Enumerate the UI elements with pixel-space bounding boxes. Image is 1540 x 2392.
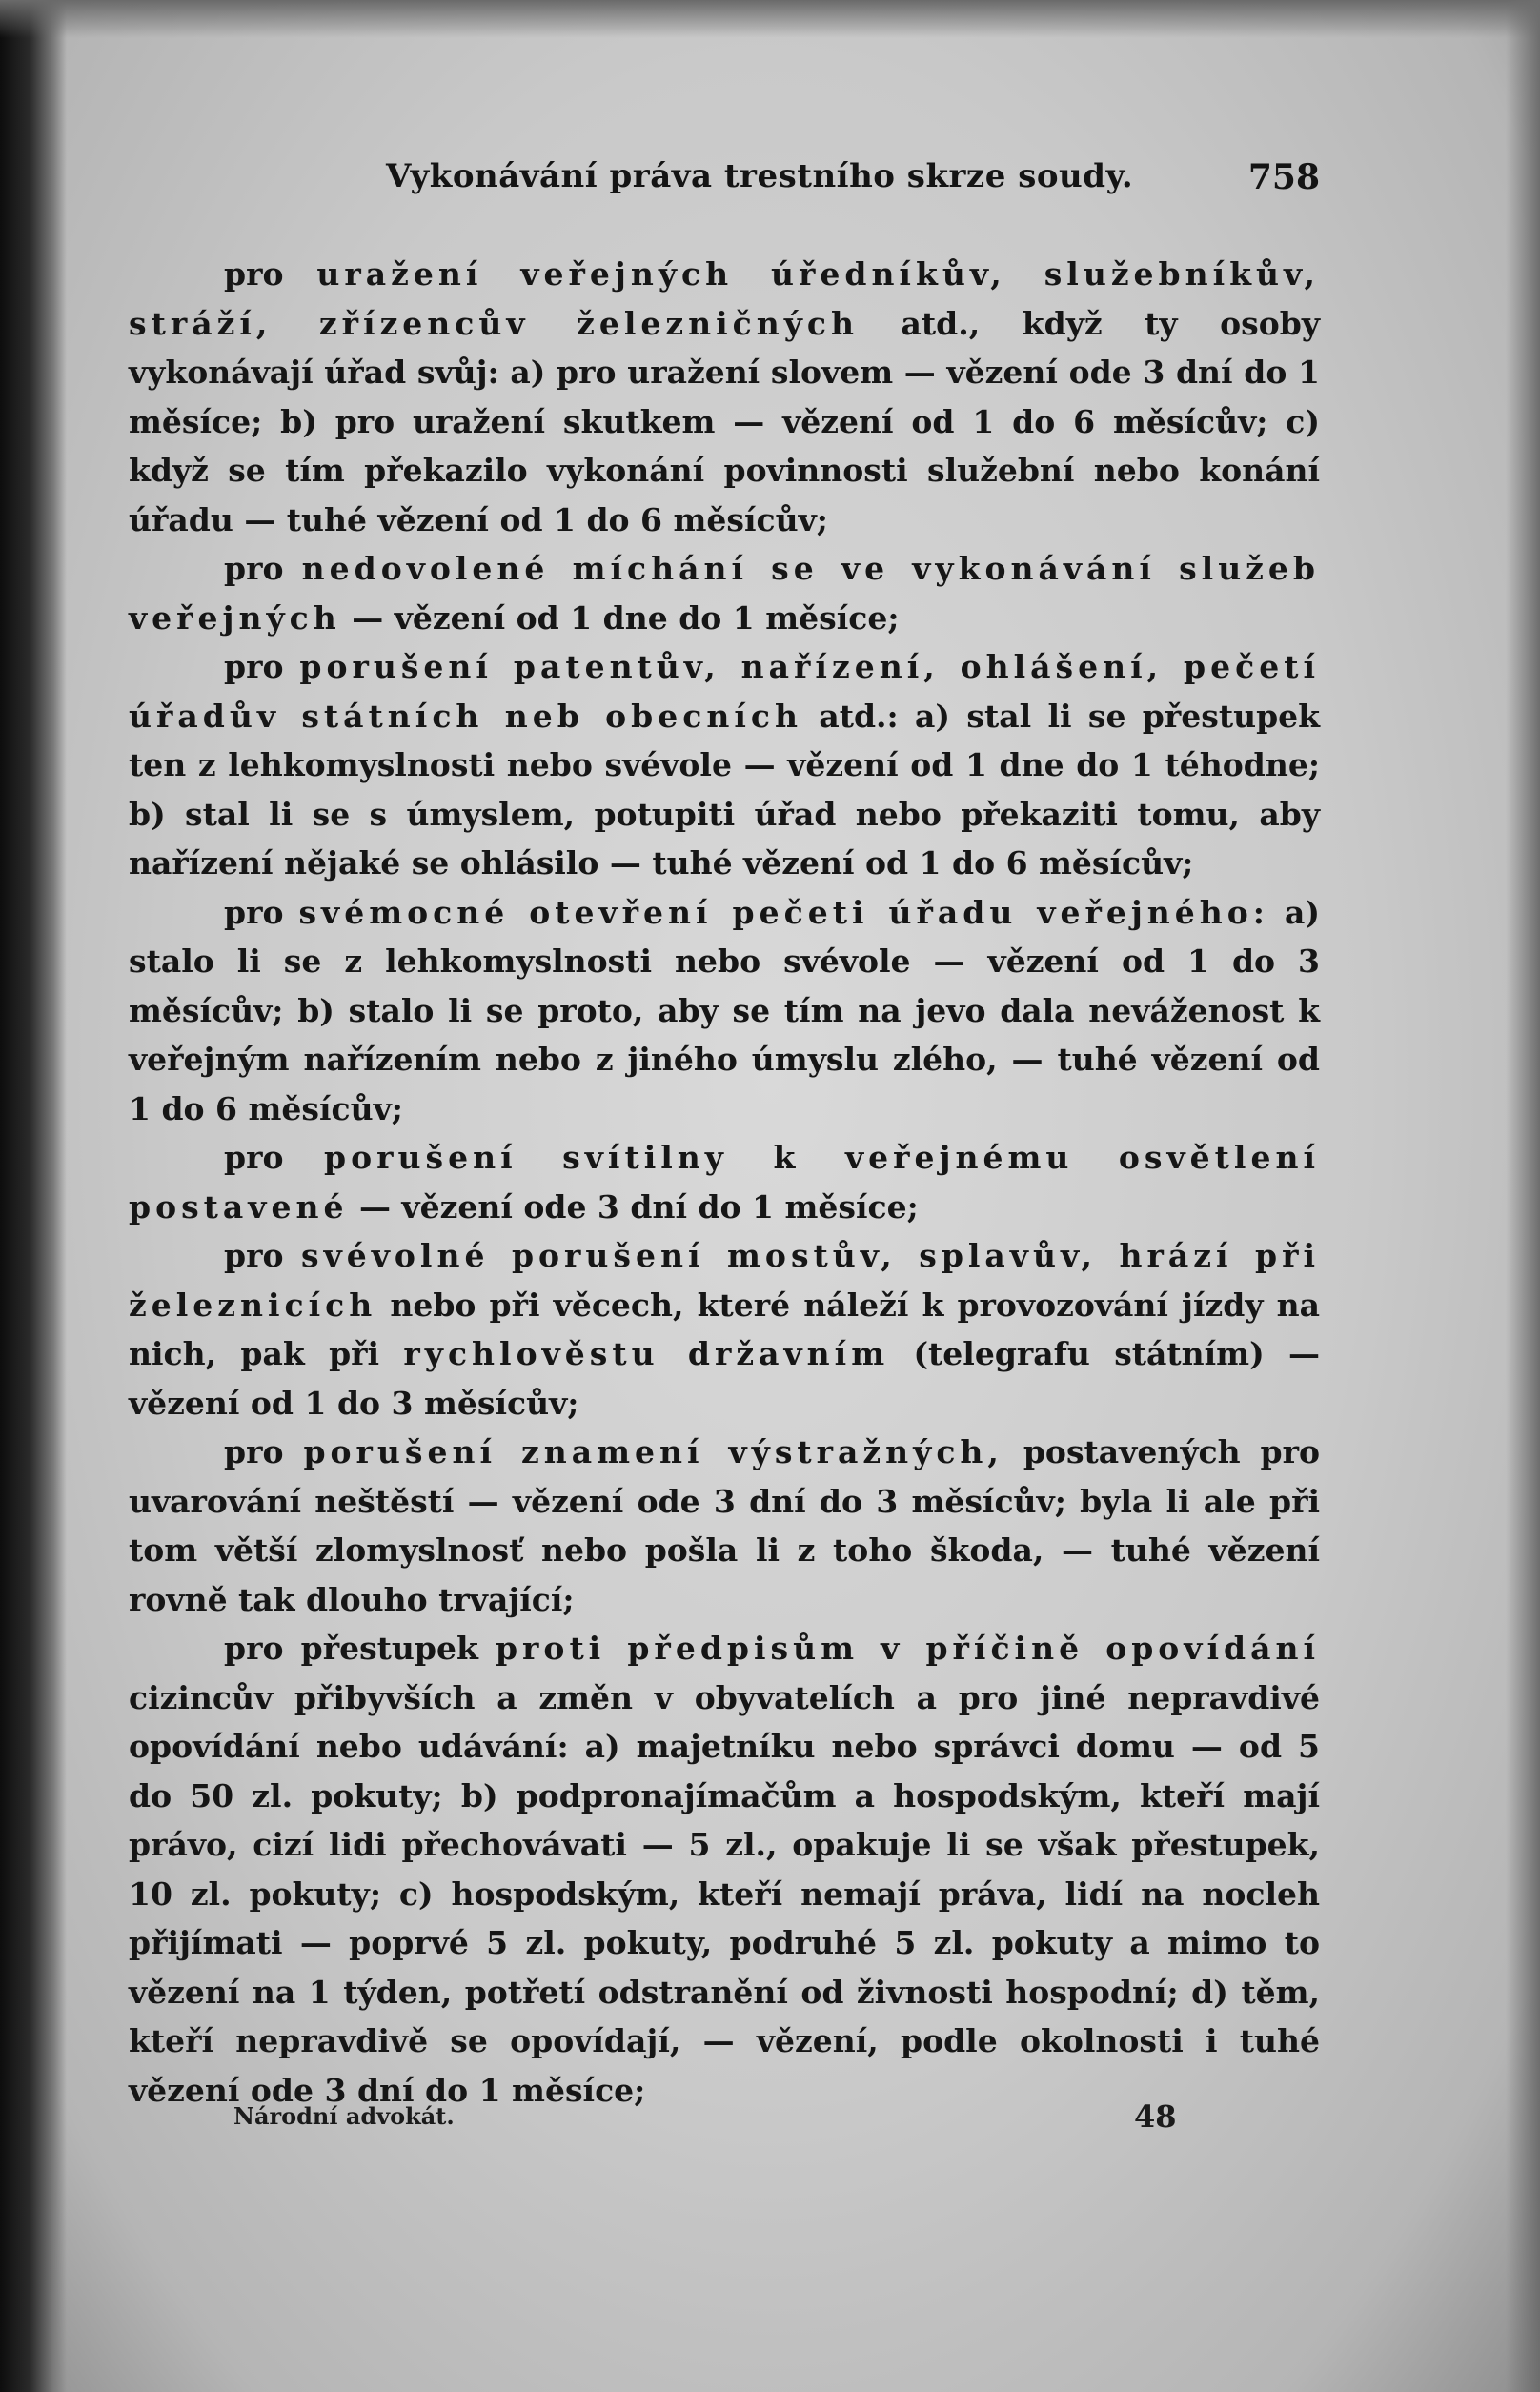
paragraph-text: atd.: a) stal li se přestupek ten z lehkomyslnosti nebo svévole — vězení od 1 dne do 1 téhodne; b) stal li se s úmyslem, potupiti úřad nebo překaziti tomu, aby nařízení nějaké se ohlásilo — tuhé vězení od 1 do 6 měsícův; — [129, 697, 1321, 882]
spaced-emphasis-text: proti předpisům v příčině opovídání — [495, 1630, 1320, 1667]
paragraph-text: nebo při věcech, které náleží k provozování jízdy na nich, pak při — [129, 1286, 1320, 1372]
running-head — [129, 157, 1320, 205]
spaced-emphasis-text: porušení znamení výstražných, — [303, 1433, 1003, 1470]
paragraph-text: pro — [224, 648, 300, 685]
paragraph-text: atd., když ty osoby vykonávají úřad svůj: a) pro uražení slovem — vězení ode 3 dní do 1 měsíce; b) pro uražení skutkem — vězení od 1 do 6 měsícův; c) když se tím překazilo vykonání povinnosti služební nebo konání úřadu — tuhé vězení od 1 do 6 měsícův; — [129, 304, 1320, 538]
paragraph-text: pro — [224, 1237, 301, 1274]
paragraph — [129, 1624, 1320, 2115]
paragraph — [129, 1133, 1320, 1231]
body-text — [129, 250, 1320, 2115]
running-head-title: Vykonávání práva trestního skrze soudy. — [386, 157, 1134, 195]
top-edge-shadow — [0, 0, 1540, 38]
paragraph — [129, 888, 1320, 1134]
spaced-emphasis-text: svémocné otevření pečeti úřadu veřejného: — [298, 893, 1269, 931]
printer-signature-mark: Národní advokát. — [233, 2102, 455, 2130]
paragraph — [129, 1231, 1320, 1428]
spaced-emphasis-text: porušení svítilny k veřejnému osvětlení postavené — [129, 1139, 1320, 1226]
paragraph-text: cizincův přibyvších a změn v obyvatelích a pro jiné nepravdivé opovídání nebo udávání: a) majetníku nebo správci domu — od 5 do 50 zl. pokuty; b) podpronajímačům a hospodským, kteří mají právo, cizí lidi přechovávati — 5 zl., opakuje li se však přestupek, 10 zl. pokuty; c) hospodským, kteří nemají práva, lidí na nocleh přijímati — poprvé 5 zl. pokuty, podruhé 5 zl. pokuty a mimo to vězení na 1 týden, potřetí odstranění od živnosti hospodní; d) těm, kteří nepravdivě se opovídají, — vězení, podle okolnosti i tuhé vězení ode 3 dní do 1 měsíce; — [129, 1678, 1320, 2109]
paragraph-text: pro — [224, 255, 317, 293]
paragraph-text: — vězení ode 3 dní do 1 měsíce; — [348, 1187, 919, 1226]
paragraph — [129, 544, 1320, 642]
spaced-emphasis-text: nedovolené míchání se ve vykonávání služeb veřejných — [129, 550, 1320, 637]
binding-shadow — [0, 0, 67, 2392]
signature-number: 48 — [1134, 2098, 1177, 2135]
paragraph — [129, 1428, 1320, 1624]
page-footer — [129, 2098, 1320, 2140]
spaced-emphasis-text: porušení patentův, nařízení, ohlášení, pečetí úřadův státních neb obecních — [129, 648, 1320, 735]
paragraph-text: pro přestupek — [224, 1630, 496, 1667]
paragraph — [129, 642, 1320, 888]
right-edge-shadow — [1506, 0, 1540, 2392]
paragraph-text: pro — [224, 550, 302, 587]
spaced-emphasis-text: uražení veřejných úředníkův, služebníkův, stráží, zřízencův železničných — [129, 255, 1320, 342]
paragraph-text: — vězení od 1 dne do 1 měsíce; — [340, 598, 900, 637]
paragraph-text: pro — [224, 1139, 325, 1176]
paragraph-text: (telegrafu státním) — vězení od 1 do 3 měsícův; — [129, 1335, 1321, 1422]
paragraph-text: pro — [224, 1433, 304, 1470]
spaced-emphasis-text: svévolné porušení mostův, splavův, hrází při železnicích — [129, 1237, 1320, 1324]
paragraph-text: postavených pro uvarování neštěstí — vězení ode 3 dní do 3 měsícův; byla li ale při tom větší zlomyslnosť nebo pošla li z toho škoda, — tuhé vězení rovně tak dlouho trvající; — [129, 1433, 1320, 1618]
paragraph-text: a) stalo li se z lehkomyslnosti nebo svévole — vězení od 1 do 3 měsícův; b) stalo li se proto, aby se tím na jevo dala neváženost k veřejným nařízením nebo z jiného úmyslu zlého, — tuhé vězení od 1 do 6 měsícův; — [129, 893, 1320, 1127]
paragraph-text: pro — [224, 893, 299, 931]
page-number: 758 — [1247, 157, 1320, 197]
paragraph — [129, 250, 1320, 544]
spaced-emphasis-text: rychlověstu državním — [403, 1335, 890, 1372]
